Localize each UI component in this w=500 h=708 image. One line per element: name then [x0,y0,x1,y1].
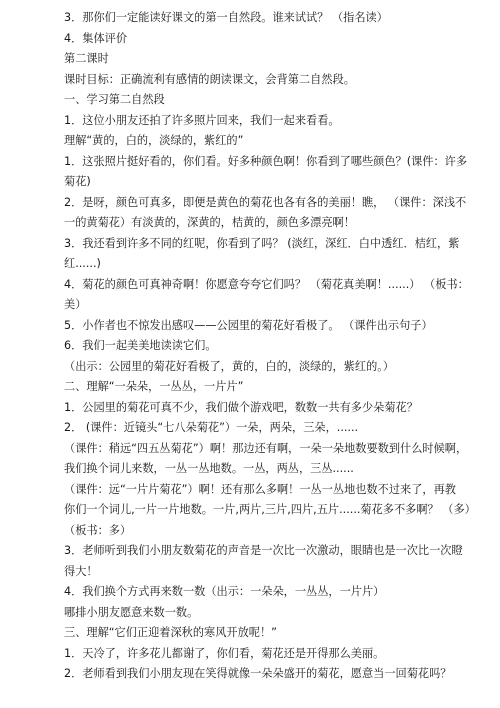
text-line: 我们换个词儿来数，一丛一丛地数。一丛，两丛，三丛...... [64,462,354,475]
text-line: 5．小作者也不惊发出感叹——公园里的菊花好看极了。 （课件出示句子） [64,318,433,332]
text-line: 哪排小朋友愿意来数一数。 [64,605,199,619]
section-heading: 三、理解“它们正迎着深秋的寒风开放呢！” [64,626,277,639]
text-line: 3．那你们一定能读好课文的第一自然段。谁来试试？ （指名读） [64,11,388,24]
text-line: 理解“黄的，白的，淡绿的，紫红的” [64,134,244,147]
text-line: 2． (课件：近镜头“七八朵菊花”）一朵，两朵，三朵，...... [64,421,359,434]
text-line: 3．我还看到许多不同的红呢，你看到了吗？ (淡红，深红．白中透红．桔红，紫 [64,236,460,250]
text-line: 1．公园里的菊花可真不少，我们做个游戏吧，数数一共有多少朵菊花？ [64,400,418,414]
text-line: 1．这位小朋友还拍了许多照片回来，我们一起来看看。 [64,113,340,127]
text-line: 一的黄菊花）有淡黄的，深黄的，桔黄的，颜色多漂亮啊！ [64,216,355,229]
text-line: 1．天冷了，许多花儿都谢了，你们看，菊花还是开得那么美丽。 [64,646,385,660]
text-line: 1．这张照片挺好看的，你们看。好多种颜色啊！你看到了哪些颜色？(课件：许多 [64,154,468,168]
text-line: 2．老师看到我们小朋友现在笑得就像一朵朵盛开的菊花，愿意当一回菊花吗？ [64,667,452,680]
text-line: 课时目标：正确流利有感情的朗读课文，会背第二自然段。 [64,72,355,86]
text-line: 美） [64,298,87,311]
document-body [64,8,494,685]
text-line: 红......) [64,257,101,270]
text-line: （课件：远“一片片菊花”）啊！还有那么多啊！一丛一丛地也数不过来了，再教 [64,482,456,496]
text-line: 4．菊花的颜色可真神奇啊！你愿意夸夸它们吗？ （菊花真美啊！......） （板书： [64,277,469,291]
section-heading: 第二课时 [64,52,109,65]
text-line: （出示：公园里的菊花好看极了，黄的，白的，淡绿的，紫红的。） [64,359,395,373]
text-line: 菊花) [64,175,91,188]
text-line: 你们一个词儿,一片一片地数。一片,两片,三片,四片,五片......菊花多不多啊？ （多） [64,503,476,516]
section-heading: 一、学习第二自然段 [64,93,165,106]
text-line: 4．集体评价 [64,31,128,45]
text-line: （课件：稍远“四五丛菊花”）啊！那边还有啊，一朵一朵地数要数到什么时候啊， [64,441,468,455]
text-line: 3．老师听到我们小朋友数菊花的声音是一次比一次激动，眼睛也是一次比一次瞪 [64,544,463,557]
text-line: 6．我们一起美美地读读它们。 [64,339,217,352]
text-line: 2．是呀，颜色可真多，即便是黄色的菊花也各有各的美丽！瞧， （课件：深浅不 [64,195,467,209]
text-line: 得大！ [64,564,98,578]
section-heading: 二、理解“一朵朵，一丛丛，一片片” [64,380,244,393]
text-line: 4．我们换个方式再来数一数（出示：一朵朵，一丛丛，一片片） [64,585,385,598]
text-line: （板书：多） [64,523,132,537]
